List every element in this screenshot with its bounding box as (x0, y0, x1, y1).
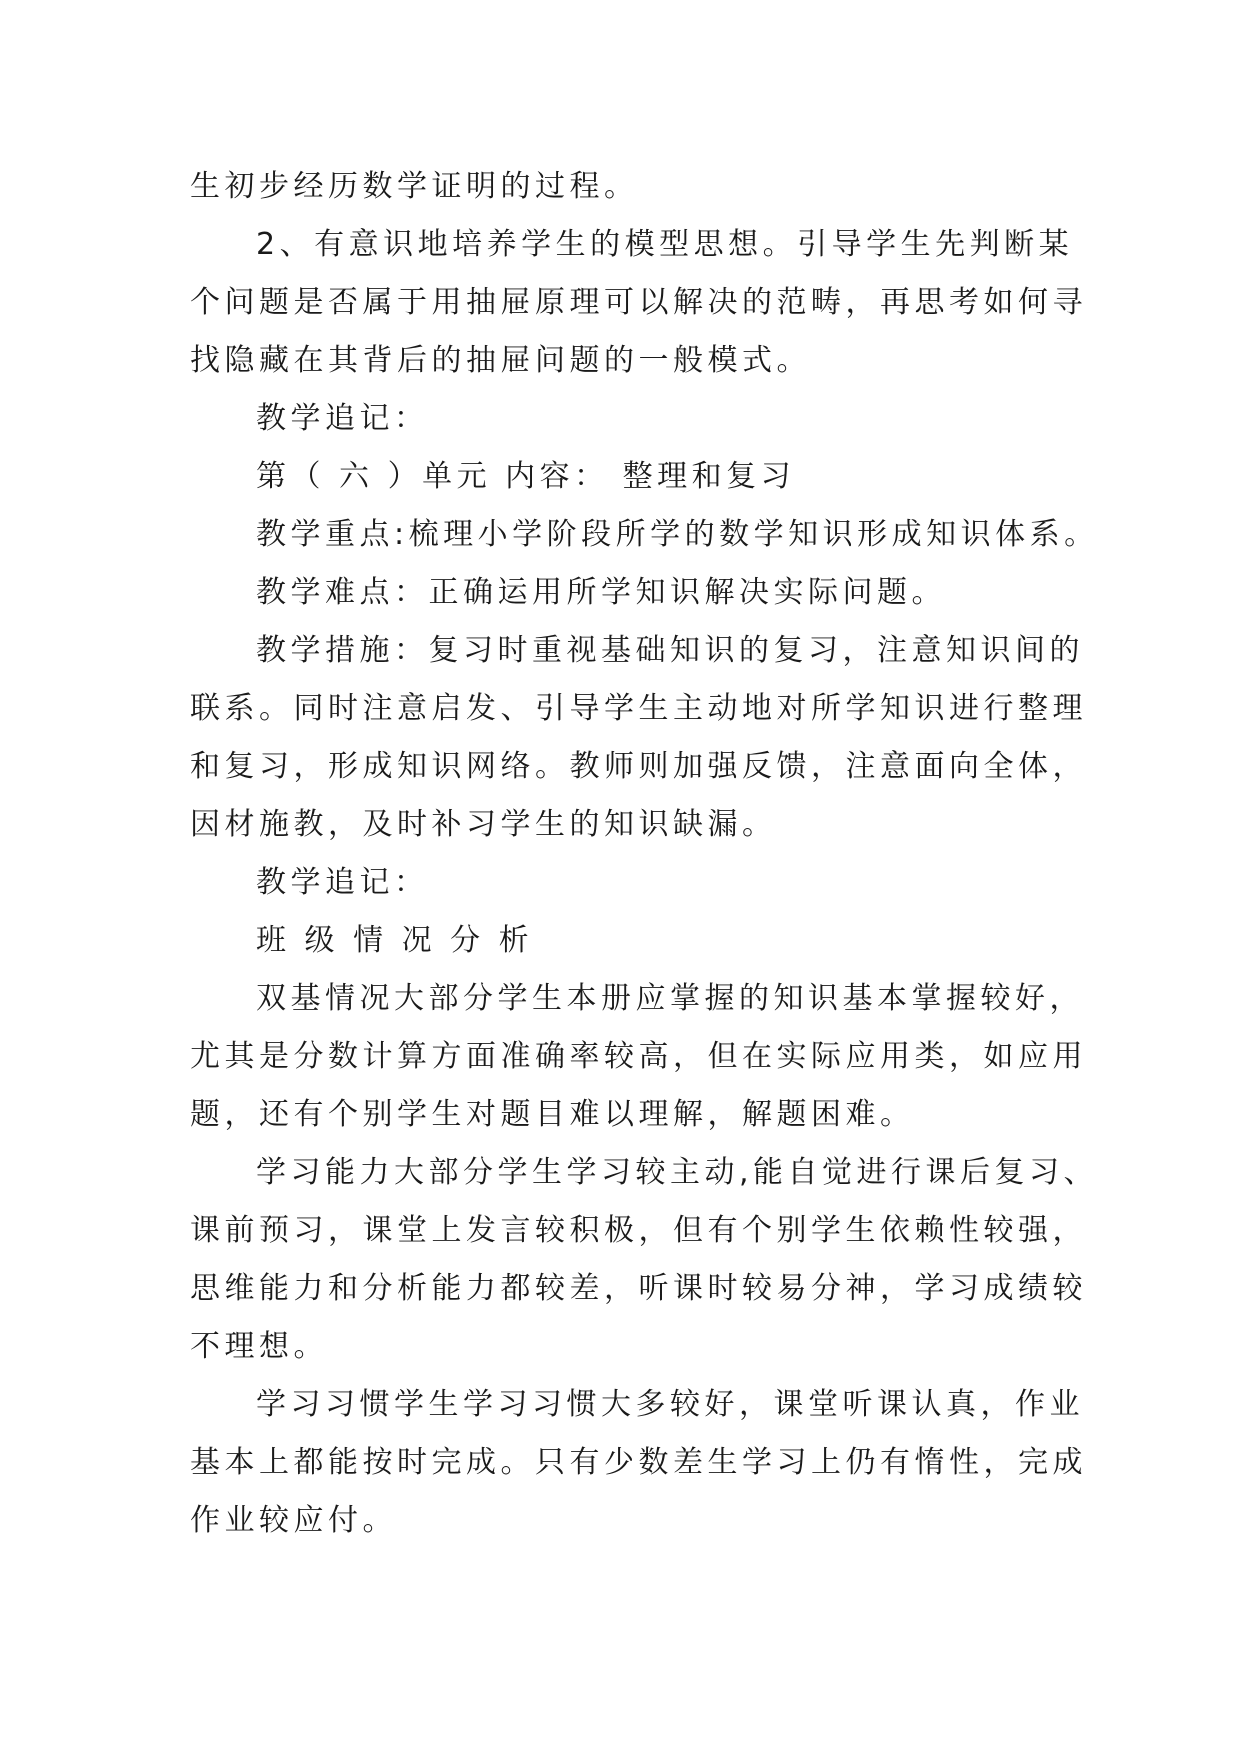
text-line: 作业较应付。 (190, 1503, 397, 1538)
paragraph-line: 2、有意识地培养学生的模型思想。引导学生先判断某 (256, 227, 1074, 262)
text-line: 找隐藏在其背后的抽屉问题的一般模式。 (190, 343, 811, 378)
text-line: 因材施教，及时补习学生的知识缺漏。 (190, 807, 777, 842)
note-heading: 教学追记： (256, 401, 429, 436)
section-heading: 班 级 情 况 分 析 (256, 923, 534, 958)
text-line: 基本上都能按时完成。只有少数差生学习上仍有惰性，完成 (190, 1445, 1087, 1480)
paragraph-line: 双基情况大部分学生本册应掌握的知识基本掌握较好， (256, 981, 1084, 1016)
text-line: 课前预习，课堂上发言较积极，但有个别学生依赖性较强， (190, 1213, 1087, 1248)
text-line: 和复习，形成知识网络。教师则加强反馈，注意面向全体， (190, 749, 1087, 784)
text-line: 联系。同时注意启发、引导学生主动地对所学知识进行整理 (190, 691, 1087, 726)
paragraph-line: 学习习惯学生学习习惯大多较好，课堂听课认真，作业 (256, 1387, 1084, 1422)
note-heading: 教学追记： (256, 865, 429, 900)
teaching-measures: 教学措施：复习时重视基础知识的复习，注意知识间的 (256, 633, 1084, 668)
text-line: 生初步经历数学证明的过程。 (190, 169, 639, 204)
text-line: 题，还有个别学生对题目难以理解，解题困难。 (190, 1097, 915, 1132)
text-line: 尤其是分数计算方面准确率较高，但在实际应用类，如应用 (190, 1039, 1087, 1074)
unit-heading: 第（ 六 ）单元 内容： 整理和复习 (256, 459, 796, 494)
teaching-focus: 教学重点:梳理小学阶段所学的数学知识形成知识体系。 (256, 517, 1099, 552)
text-line: 不理想。 (190, 1329, 328, 1364)
text-line: 个问题是否属于用抽屉原理可以解决的范畴，再思考如何寻 (190, 285, 1087, 320)
teaching-difficulty: 教学难点：正确运用所学知识解决实际问题。 (256, 575, 946, 610)
paragraph-line: 学习能力大部分学生学习较主动,能自觉进行课后复习、 (256, 1155, 1099, 1190)
text-line: 思维能力和分析能力都较差，听课时较易分神，学习成绩较 (190, 1271, 1087, 1306)
